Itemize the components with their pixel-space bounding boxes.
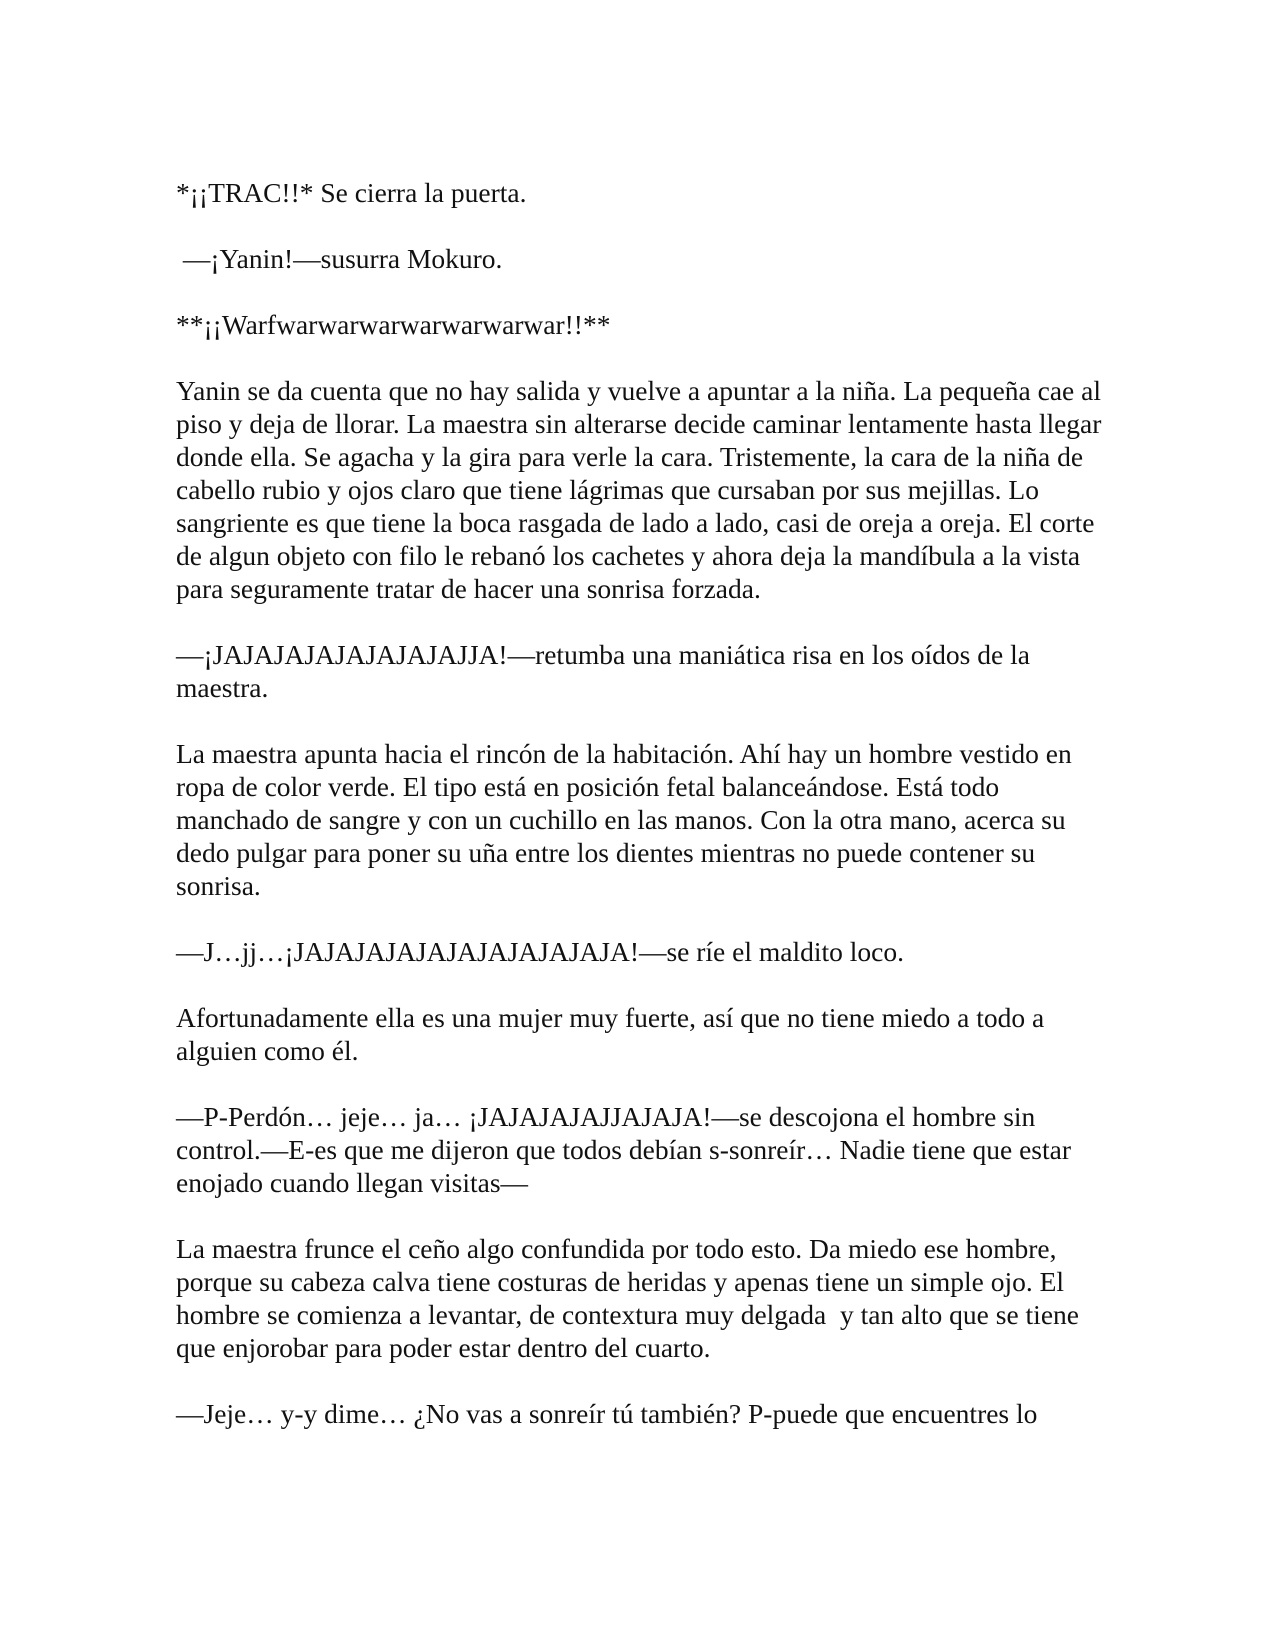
paragraph-dialogue-laugh: —¡JAJAJAJAJAJAJAJAJJA!—retumba una maniática risa en los oídos de la maestra. (176, 639, 1037, 703)
paragraph-sound-effect-bark: **¡¡Warfwarwarwarwarwarwarwar!!** (176, 309, 611, 340)
paragraph-dialogue-question: —Jeje… y-y dime… ¿No vas a sonreír tú también? P-puede que encuentres lo (176, 1398, 1038, 1429)
paragraph-narration-description: La maestra frunce el ceño algo confundida por todo esto. Da miedo ese hombre, porque su cabeza calva tiene costuras de heridas y apenas tiene un simple ojo. El hombre se comienza a levantar, de contextura muy delgada y tan alto que se tiene que enjorobar para poder estar dentro del cuarto. (176, 1233, 1086, 1363)
document-body (176, 176, 1109, 1430)
paragraph-sound-effect-door: *¡¡TRAC!!* Se cierra la puerta. (176, 177, 527, 208)
paragraph-dialogue-apology: —P-Perdón… jeje… ja… ¡JAJAJAJAJJAJAJA!—se descojona el hombre sin control.—E-es que me dijeron que todos debían s-sonreír… Nadie tiene que estar enojado cuando llegan visitas— (176, 1101, 1078, 1198)
paragraph-dialogue-laugh-2: —J…jj…¡JAJAJAJAJAJAJAJAJAJAJA!—se ríe el maldito loco. (176, 936, 904, 967)
paragraph-dialogue-mokuro: —¡Yanin!—susurra Mokuro. (176, 243, 503, 274)
paragraph-narration-man: La maestra apunta hacia el rincón de la habitación. Ahí hay un hombre vestido en ropa de color verde. El tipo está en posición fetal balanceándose. Está todo manchado de sangre y con un cuchillo en las manos. Con la otra mano, acerca su dedo pulgar para poner su uña entre los dientes mientras no puede contener su sonrisa. (176, 738, 1079, 901)
paragraph-narration-girl: Yanin se da cuenta que no hay salida y vuelve a apuntar a la niña. La pequeña cae al piso y deja de llorar. La maestra sin alterarse decide caminar lentamente hasta llegar donde ella. Se agacha y la gira para verle la cara. Tristemente, la cara de la niña de cabello rubio y ojos claro que tiene lágrimas que cursaban por sus mejillas. Lo sangriente es que tiene la boca rasgada de lado a lado, casi de oreja a oreja. El corte de algun objeto con filo le rebanó los cachetes y ahora deja la mandíbula a la vista para seguramente tratar de hacer una sonrisa forzada. (176, 375, 1109, 604)
paragraph-narration-teacher: Afortunadamente ella es una mujer muy fuerte, así que no tiene miedo a todo a alguien como él. (176, 1002, 1052, 1066)
